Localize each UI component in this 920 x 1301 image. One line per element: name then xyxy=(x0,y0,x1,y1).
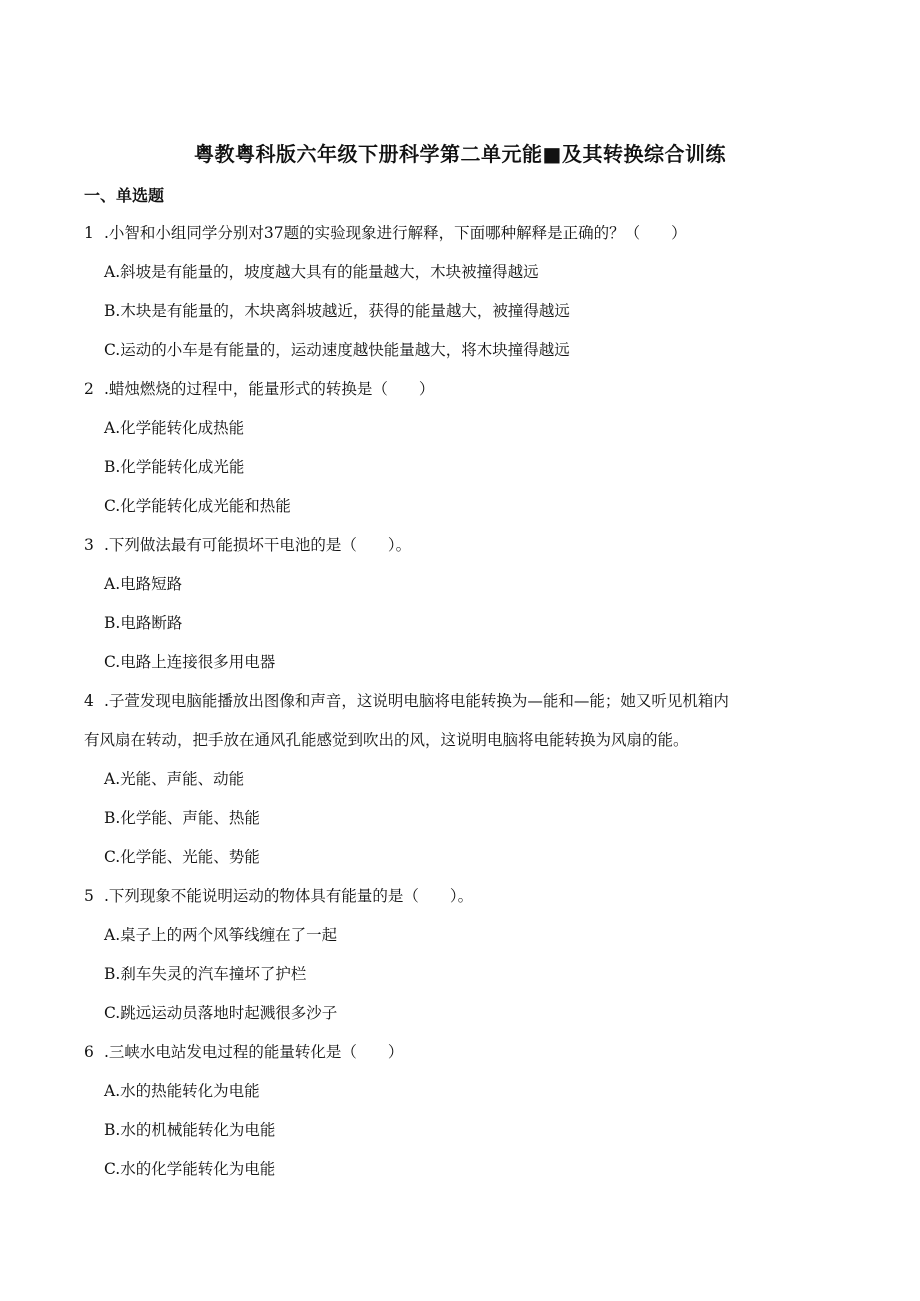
question-number: 5 xyxy=(84,887,94,905)
question-number: 1 xyxy=(84,224,94,242)
question-number: 4 xyxy=(84,692,94,710)
question-stem xyxy=(84,1033,844,1072)
option-b: B.木块是有能量的，木块离斜坡越近，获得的能量越大，被撞得越远 xyxy=(104,302,570,320)
option-b: B.刹车失灵的汽车撞坏了护栏 xyxy=(104,965,307,983)
question-number: 6 xyxy=(84,1043,94,1061)
option-b: B.化学能转化成光能 xyxy=(104,458,245,476)
question-3 xyxy=(84,526,844,682)
question-text: .小智和小组同学分别对37题的实验现象进行解释，下面哪种解释是正确的？（ ） xyxy=(104,224,687,242)
option-a: A.桌子上的两个风筝线缠在了一起 xyxy=(104,926,338,944)
option-c: C.运动的小车是有能量的，运动速度越快能量越大，将木块撞得越远 xyxy=(104,341,570,359)
question-2 xyxy=(84,370,844,526)
question-4 xyxy=(84,682,844,877)
question-1 xyxy=(84,214,844,370)
option-c: C.水的化学能转化为电能 xyxy=(104,1160,276,1178)
document-title: 粤教粤科版六年级下册科学第二单元能■及其转换综合训练 xyxy=(194,142,726,166)
option-a: A.水的热能转化为电能 xyxy=(104,1082,260,1100)
option-a: A.斜坡是有能量的，坡度越大具有的能量越大，木块被撞得越远 xyxy=(104,263,539,281)
question-text: .三峡水电站发电过程的能量转化是（ ） xyxy=(104,1043,404,1061)
question-text: .子萱发现电脑能播放出图像和声音，这说明电脑将电能转换为—能和—能；她又听见机箱内 xyxy=(104,692,729,710)
question-stem xyxy=(84,682,844,721)
question-stem xyxy=(84,214,844,253)
question-stem xyxy=(84,877,844,916)
question-6 xyxy=(84,1033,844,1189)
option-c: C.电路上连接很多用电器 xyxy=(104,653,276,671)
question-text: .下列做法最有可能损坏干电池的是（ ）。 xyxy=(104,536,412,554)
option-c: C.化学能、光能、势能 xyxy=(104,848,260,866)
option-a: A.电路短路 xyxy=(104,575,183,593)
question-text: .下列现象不能说明运动的物体具有能量的是（ ）。 xyxy=(104,887,474,905)
question-number: 2 xyxy=(84,380,94,398)
question-5 xyxy=(84,877,844,1033)
question-stem xyxy=(84,370,844,409)
question-stem xyxy=(84,526,844,565)
option-b: B.化学能、声能、热能 xyxy=(104,809,260,827)
option-b: B.电路断路 xyxy=(104,614,183,632)
question-number: 3 xyxy=(84,536,94,554)
question-list xyxy=(84,214,844,1189)
option-c: C.跳远运动员落地时起溅很多沙子 xyxy=(104,1004,338,1022)
option-a: A.化学能转化成热能 xyxy=(104,419,245,437)
option-a: A.光能、声能、动能 xyxy=(104,770,245,788)
question-stem-continued: 有风扇在转动，把手放在通风孔能感觉到吹出的风，这说明电脑将电能转换为风扇的能。 xyxy=(84,731,689,749)
section-heading: 一、单选题 xyxy=(84,186,165,205)
option-b: B.水的机械能转化为电能 xyxy=(104,1121,276,1139)
question-text: .蜡烛燃烧的过程中，能量形式的转换是（ ） xyxy=(104,380,435,398)
option-c: C.化学能转化成光能和热能 xyxy=(104,497,291,515)
